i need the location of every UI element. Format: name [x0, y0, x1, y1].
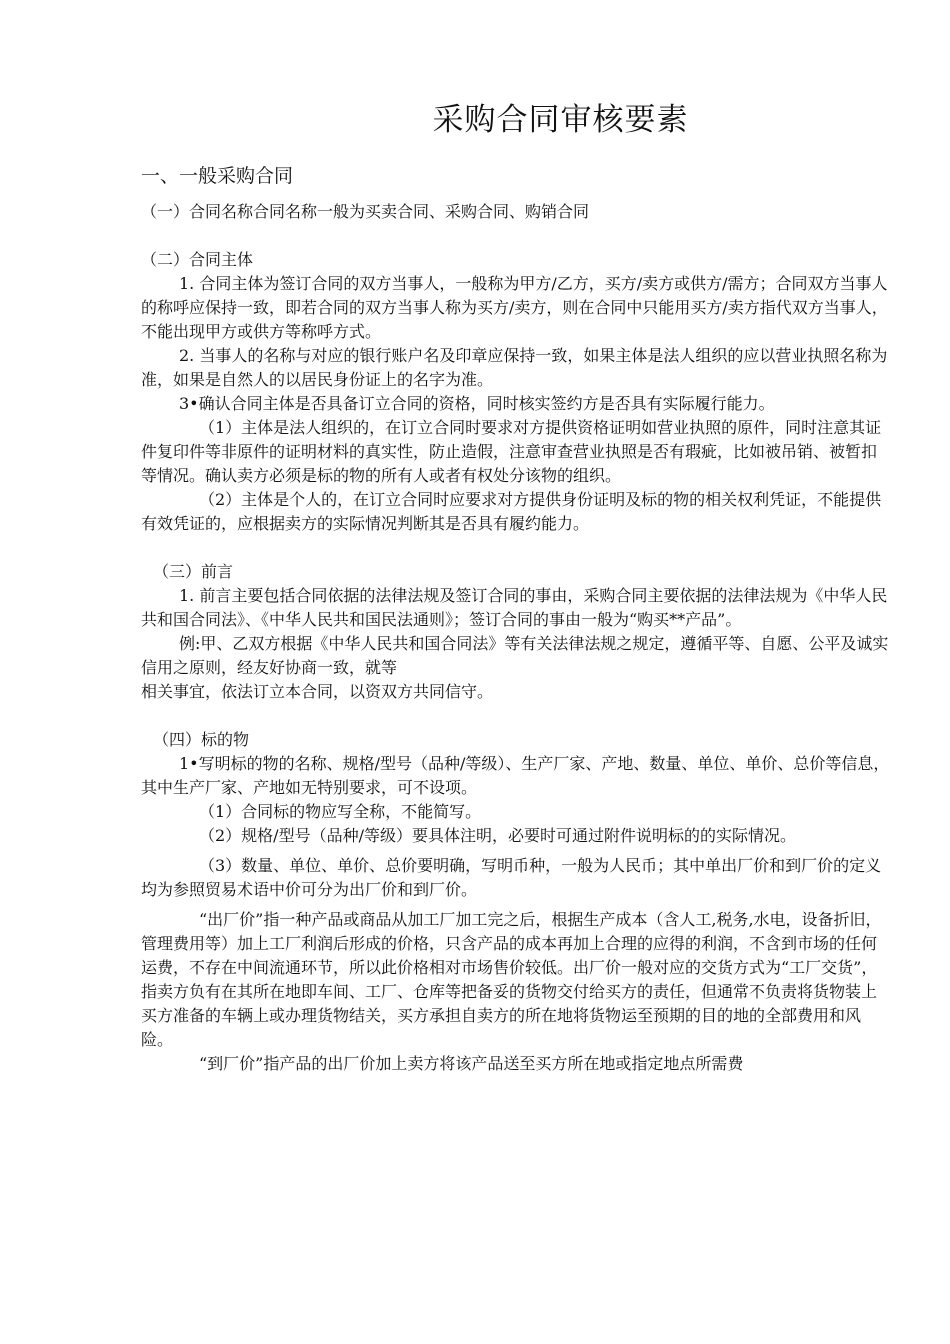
paragraph: 相关事宜，依法订立本合同，以资双方共同信守。 [141, 682, 494, 701]
subsection-heading: （四）标的物 [153, 730, 250, 749]
paragraph: （1）合同标的物应写全称，不能简写。 [199, 802, 482, 821]
paragraph: 1•写明标的物的名称、规格/型号（品种/等级）、生产厂家、产地、数量、单位、单价、总价等信息，其中生产厂家、产地如无特别要求，可不设项。 [141, 754, 890, 797]
paragraph: 1. 合同主体为签订合同的双方当事人，一般称为甲方/乙方，买方/卖方或供方/需方；合同双方当事人的称呼应保持一致，即若合同的双方当事人称为买方/卖方，则在合同中只能用买方/卖方指代双方当事人，不能出现甲方或供方等称呼方式。 [141, 274, 888, 341]
paragraph: （2）规格/型号（品种/等级）要具体注明，必要时可通过附件说明标的的实际情况。 [199, 826, 796, 845]
document-title: 采购合同审核要素 [432, 102, 689, 138]
paragraph: 例:甲、乙双方根据《中华人民共和国合同法》等有关法律法规之规定，遵循平等、自愿、公平及诚实信用之原则，经友好协商一致，就等 [141, 634, 889, 677]
paragraph: 2. 当事人的名称与对应的银行账户名及印章应保持一致，如果主体是法人组织的应以营业执照名称为准，如果是自然人的以居民身份证上的名字为准。 [141, 346, 888, 389]
subsection-heading: （三）前言 [153, 562, 234, 581]
section-heading: 一、一般采购合同 [141, 165, 294, 187]
paragraph: 1. 前言主要包括合同依据的法律法规及签订合同的事由，采购合同主要依据的法律法规为《中华人民共和国合同法》、《中华人民共和国民法通则》；签订合同的事由一般为“购买**产品”。 [141, 586, 888, 629]
paragraph: “到厂价”指产品的出厂价加上卖方将该产品送至买方所在地或指定地点所需费 [199, 1054, 744, 1073]
paragraph: （3）数量、单位、单价、总价要明确，写明币种，一般为人民币；其中单出厂价和到厂价的定义均为参照贸易术语中价可分为出厂价和到厂价。 [141, 856, 882, 899]
subsection-heading: （二）合同主体 [141, 250, 254, 269]
subsection-contract-name: （一）合同名称合同名称一般为买卖合同、采购合同、购销合同 [141, 202, 590, 221]
paragraph: 3•确认合同主体是否具备订立合同的资格，同时核实签约方是否具有实际履行能力。 [179, 394, 775, 413]
paragraph: （1）主体是法人组织的，在订立合同时要求对方提供资格证明如营业执照的原件，同时注意其证件复印件等非原件的证明材料的真实性，防止造假，注意审查营业执照是否有瑕疵，比如被吊销、被暂扣等情况。确认卖方必须是标的物的所有人或者有权处分该物的组织。 [141, 418, 882, 485]
paragraph: “出厂价”指一种产品或商品从加工厂加工完之后，根据生产成本（含人工,税务,水电，设备折旧，管理费用等）加上工厂利润后形成的价格，只含产品的成本再加上合理的应得的利润，不含到市场的任何运费，不存在中间流通环节，所以此价格相对市场售价较低。出厂价一般对应的交货方式为“工厂交货”，指卖方负有在其所在地即车间、工厂、仓库等把备妥的货物交付给买方的责任，但通常不负责将货物装上买方准备的车辆上或办理货物结关，买方承担自卖方的所在地将货物运至预期的目的地的全部费用和风险。 [141, 910, 882, 1049]
paragraph: （2）主体是个人的，在订立合同时应要求对方提供身份证明及标的物的相关权利凭证，不能提供有效凭证的，应根据卖方的实际情况判断其是否具有履约能力。 [141, 490, 882, 533]
